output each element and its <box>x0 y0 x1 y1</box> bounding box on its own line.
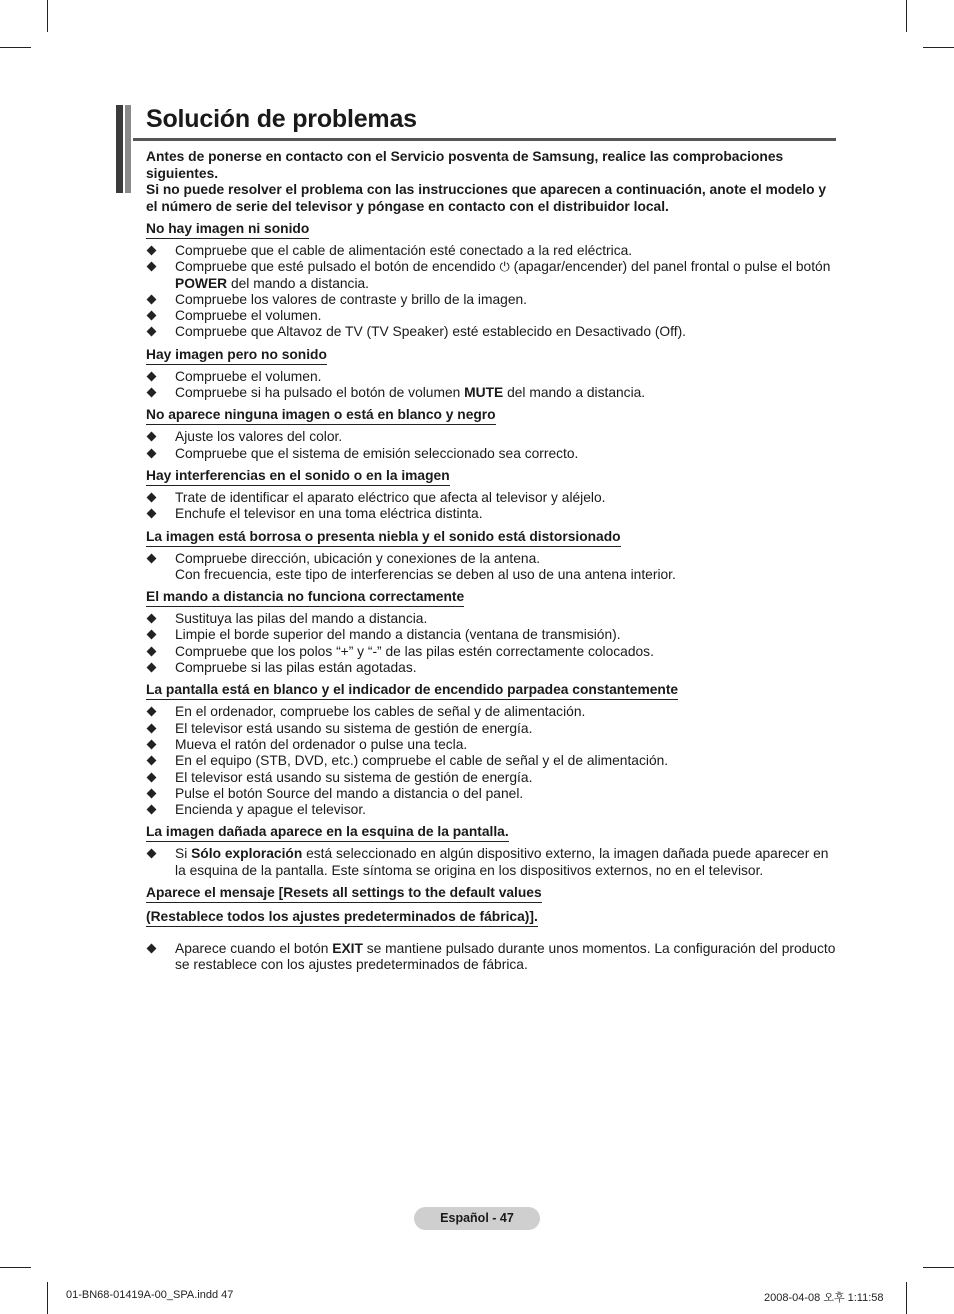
bullet-diamond-icon <box>147 723 157 733</box>
list-item <box>146 941 836 974</box>
item-emphasis: Sólo exploración <box>191 846 303 862</box>
section-heading: La imagen dañada aparece en la esquina de la pantalla. <box>146 823 509 842</box>
bullet-diamond-icon <box>147 246 157 256</box>
item-emphasis: POWER <box>175 275 228 291</box>
section-items <box>146 551 836 584</box>
list-item <box>146 644 836 660</box>
list-item <box>146 611 836 627</box>
list-item <box>146 243 836 259</box>
section-heading: Hay imagen pero no sonido <box>146 346 327 365</box>
section-heading: (Restablece todos los ajustes predeterminados de fábrica)]. <box>146 908 538 927</box>
item-text: Compruebe que los polos “+” y “-” de las pilas estén correctamente colocados. <box>175 643 654 659</box>
troubleshooting-section <box>146 467 836 523</box>
title-accent-light <box>125 105 131 193</box>
section-items <box>146 369 836 402</box>
page-number-badge: Español - 47 <box>414 1207 540 1230</box>
list-item <box>146 786 836 802</box>
list-item <box>146 429 836 445</box>
bullet-diamond-icon <box>147 432 157 442</box>
list-item <box>146 551 836 584</box>
print-slug-file: 01-BN68-01419A-00_SPA.indd 47 <box>66 1289 234 1301</box>
list-item <box>146 490 836 506</box>
section-items <box>146 490 836 523</box>
troubleshooting-section <box>146 220 836 341</box>
crop-mark <box>923 1267 954 1268</box>
section-heading: La imagen está borrosa o presenta niebla y el sonido está distorsionado <box>146 528 621 547</box>
bullet-diamond-icon <box>147 327 157 337</box>
item-text: Compruebe dirección, ubicación y conexiones de la antena. <box>175 550 541 566</box>
item-text: Encienda y apague el televisor. <box>175 802 366 818</box>
bullet-diamond-icon <box>147 772 157 782</box>
bullet-diamond-icon <box>147 849 157 859</box>
item-text: Compruebe que Altavoz de TV (TV Speaker) esté establecido en Desactivado (Off). <box>175 324 687 340</box>
section-heading: El mando a distancia no funciona correctamente <box>146 588 464 607</box>
item-text: del mando a distancia. <box>227 275 370 291</box>
item-text: Con frecuencia, este tipo de interferencias se deben al uso de una antena interior. <box>175 566 676 582</box>
list-item <box>146 737 836 753</box>
section-heading: Hay interferencias en el sonido o en la imagen <box>146 467 450 486</box>
list-item <box>146 627 836 643</box>
bullet-diamond-icon <box>147 294 157 304</box>
item-emphasis: MUTE <box>464 385 504 401</box>
list-item <box>146 802 836 818</box>
list-item <box>146 753 836 769</box>
list-item <box>146 721 836 737</box>
item-text: Compruebe que el cable de alimentación esté conectado a la red eléctrica. <box>175 243 633 258</box>
bullet-diamond-icon <box>147 262 157 272</box>
crop-mark <box>906 0 907 32</box>
item-text: El televisor está usando su sistema de gestión de energía. <box>175 720 533 736</box>
bullet-diamond-icon <box>147 311 157 321</box>
section-items <box>146 941 836 974</box>
section-heading: La pantalla está en blanco y el indicador de encendido parpadea constantemente <box>146 681 678 700</box>
bullet-diamond-icon <box>147 509 157 519</box>
list-item <box>146 324 836 340</box>
list-item <box>146 506 836 522</box>
list-item <box>146 704 836 720</box>
section-heading: No hay imagen ni sonido <box>146 220 309 239</box>
item-text: En el ordenador, compruebe los cables de señal y de alimentación. <box>175 704 586 720</box>
list-item <box>146 446 836 462</box>
print-slug-date: 2008-04-08 오후 1:11:58 <box>764 1292 884 1304</box>
bullet-diamond-icon <box>147 388 157 398</box>
item-text: Compruebe si ha pulsado el botón de volumen <box>175 385 465 401</box>
item-text: (apagar/encender) del panel frontal o pulse el botón <box>509 259 831 275</box>
section-heading: No aparece ninguna imagen o está en blanco y negro <box>146 406 496 425</box>
bullet-diamond-icon <box>147 630 157 640</box>
item-text: Si <box>175 846 192 862</box>
bullet-diamond-icon <box>147 448 157 458</box>
power-icon: ⏻ <box>499 259 510 275</box>
item-text: Mueva el ratón del ordenador o pulse una tecla. <box>175 736 468 752</box>
item-text: Enchufe el televisor en una toma eléctrica distinta. <box>175 506 483 522</box>
bullet-diamond-icon <box>147 553 157 563</box>
troubleshooting-section <box>146 406 836 462</box>
bullet-diamond-icon <box>147 663 157 673</box>
crop-mark <box>47 1282 48 1314</box>
troubleshooting-section <box>146 884 836 974</box>
item-text: Compruebe los valores de contraste y brillo de la imagen. <box>175 291 528 307</box>
item-text: está seleccionado en algún dispositivo externo, la imagen dañada puede aparecer en la esquina de la pantalla. Este síntoma se origina en los dispositivos externos, no en el televisor. <box>175 846 829 878</box>
bullet-diamond-icon <box>147 707 157 717</box>
item-text: Sustituya las pilas del mando a distancia. <box>175 611 428 627</box>
bullet-diamond-icon <box>147 944 157 954</box>
item-text: El televisor está usando su sistema de gestión de energía. <box>175 769 533 785</box>
bullet-diamond-icon <box>147 371 157 381</box>
item-text: Compruebe el volumen. <box>175 308 322 324</box>
bullet-diamond-icon <box>147 805 157 815</box>
troubleshooting-section <box>146 823 836 879</box>
list-item <box>146 308 836 324</box>
section-items <box>146 243 836 341</box>
troubleshooting-section <box>146 528 836 584</box>
intro-text <box>146 149 836 215</box>
list-item <box>146 846 836 879</box>
section-heading: Aparece el mensaje [Resets all settings to the default values <box>146 884 542 903</box>
title-rule <box>133 138 836 141</box>
list-item <box>146 369 836 385</box>
list-item <box>146 259 836 292</box>
troubleshooting-section <box>146 681 836 818</box>
crop-mark <box>0 1267 31 1268</box>
list-item <box>146 660 836 676</box>
bullet-diamond-icon <box>147 788 157 798</box>
item-text: En el equipo (STB, DVD, etc.) compruebe el cable de señal y el de alimentación. <box>175 753 669 769</box>
item-text: se mantiene pulsado durante unos momentos. La configuración del producto se restablece con los ajustes predeterminados de fábrica. <box>175 941 836 973</box>
bullet-diamond-icon <box>147 646 157 656</box>
item-text: Compruebe si las pilas están agotadas. <box>175 660 417 676</box>
crop-mark <box>47 0 48 32</box>
item-text: Compruebe que el sistema de emisión seleccionado sea correcto. <box>175 445 579 461</box>
page-title: Solución de problemas <box>146 105 417 133</box>
crop-mark <box>0 47 31 48</box>
title-accent-dark <box>116 105 123 193</box>
item-text: Compruebe el volumen. <box>175 368 322 384</box>
item-text: Trate de identificar el aparato eléctrico que afecta al televisor y aléjelo. <box>175 489 606 505</box>
item-text: Aparece cuando el botón <box>175 941 333 957</box>
troubleshooting-section <box>146 588 836 676</box>
bullet-diamond-icon <box>147 739 157 749</box>
item-text: Ajuste los valores del color. <box>175 429 343 445</box>
item-text: Pulse el botón Source del mando a distancia o del panel. <box>175 785 524 801</box>
bullet-diamond-icon <box>147 756 157 766</box>
list-item <box>146 770 836 786</box>
troubleshooting-section <box>146 346 836 402</box>
title-accent-bar <box>116 105 132 193</box>
list-item <box>146 292 836 308</box>
bullet-diamond-icon <box>147 493 157 503</box>
section-items <box>146 429 836 462</box>
section-items <box>146 611 836 676</box>
item-text: del mando a distancia. <box>503 385 646 401</box>
troubleshooting-list <box>146 220 836 979</box>
item-text: Compruebe que esté pulsado el botón de encendido <box>175 259 500 275</box>
intro-paragraph: Antes de ponerse en contacto con el Servicio posventa de Samsung, realice las comprobaciones siguientes. <box>146 149 784 181</box>
crop-mark <box>906 1282 907 1314</box>
bullet-diamond-icon <box>147 614 157 624</box>
section-items <box>146 704 836 818</box>
item-emphasis: EXIT <box>332 941 363 957</box>
item-text: Limpie el borde superior del mando a distancia (ventana de transmisión). <box>175 627 621 643</box>
crop-mark <box>923 47 954 48</box>
list-item <box>146 385 836 401</box>
section-items <box>146 846 836 879</box>
intro-paragraph: Si no puede resolver el problema con las instrucciones que aparecen a continuación, anote el modelo y el número de serie del televisor y póngase en contacto con el distribuidor local. <box>146 182 827 214</box>
